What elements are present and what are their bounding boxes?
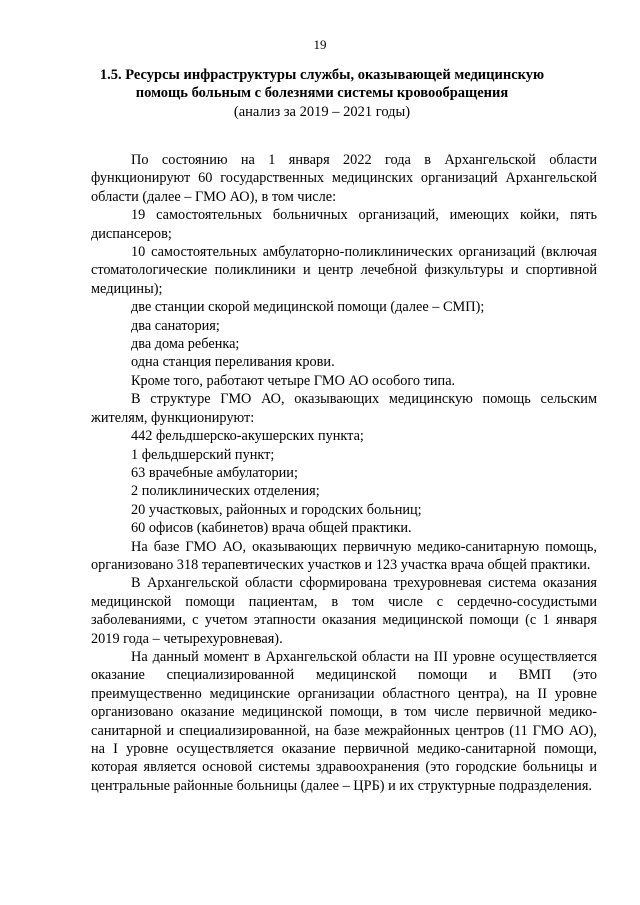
paragraph: В структуре ГМО АО, оказывающих медицинскую помощь сельским жителям, функционируют: xyxy=(91,391,597,426)
list-item: 1 фельдшерский пункт; xyxy=(131,446,275,463)
paragraph: По состоянию на 1 января 2022 года в Архангельской области функционируют 60 государственных медицинских организаций Архангельской области (далее – ГМО АО), в том числе: xyxy=(91,152,597,205)
list-item: 2 поликлинических отделения; xyxy=(131,483,320,500)
list-item: 442 фельдшерско-акушерских пункта; xyxy=(131,428,364,445)
list-item: 60 офисов (кабинетов) врача общей практики. xyxy=(131,520,412,537)
list-item: 20 участковых, районных и городских больниц; xyxy=(131,501,422,518)
list-item: два дома ребенка; xyxy=(131,336,240,353)
page-number: 19 xyxy=(313,37,327,52)
paragraph: В Архангельской области сформирована трехуровневая система оказания медицинской помощи пациентам, в том числе с сердечно-сосудистыми заболеваниями, с учетом этапности оказания медицинской помощи (с 1 января 2019 года – четырехуровневая). xyxy=(91,575,597,647)
list-item: два санатория; xyxy=(131,317,220,334)
document-body xyxy=(91,151,597,795)
list-item: две станции скорой медицинской помощи (далее – СМП); xyxy=(131,299,485,316)
paragraph: На базе ГМО АО, оказывающих первичную медико-санитарную помощь, организовано 318 терапевтических участков и 123 участка врача общей практики. xyxy=(91,538,597,573)
list-item: одна станция переливания крови. xyxy=(131,354,335,371)
list-item: 19 самостоятельных больничных организаций, имеющих койки, пять диспансеров; xyxy=(91,207,597,242)
list-item: 63 врачебные амбулатории; xyxy=(131,464,298,481)
section-subtitle: (анализ за 2019 – 2021 годы) xyxy=(233,104,411,120)
paragraph: На данный момент в Архангельской области на III уровне осуществляется оказание специализированной медицинской помощи и ВМП (это преимущественно медицинские организации областного центра), на II уровне организовано оказание медицинской помощи, в том числе первичной медико-санитарной и специализированной, на базе межрайонных центров (11 ГМО АО), на I уровне осуществляется оказание первичной медико-санитарной помощи, которая является основой системы здравоохранения (это городские больницы и центральные районные больницы (далее – ЦРБ) и их структурные подразделения. xyxy=(91,648,597,794)
list-item: 10 самостоятельных амбулаторно-поликлинических организаций (включая стоматологические поликлиники и центр лечебной физкультуры и спортивной медицины); xyxy=(91,244,597,297)
section-title: 1.5. Ресурсы инфраструктуры службы, оказывающей медицинскую помощь больным с болезнями системы кровообращения xyxy=(99,67,545,101)
paragraph: Кроме того, работают четыре ГМО АО особого типа. xyxy=(131,372,456,389)
